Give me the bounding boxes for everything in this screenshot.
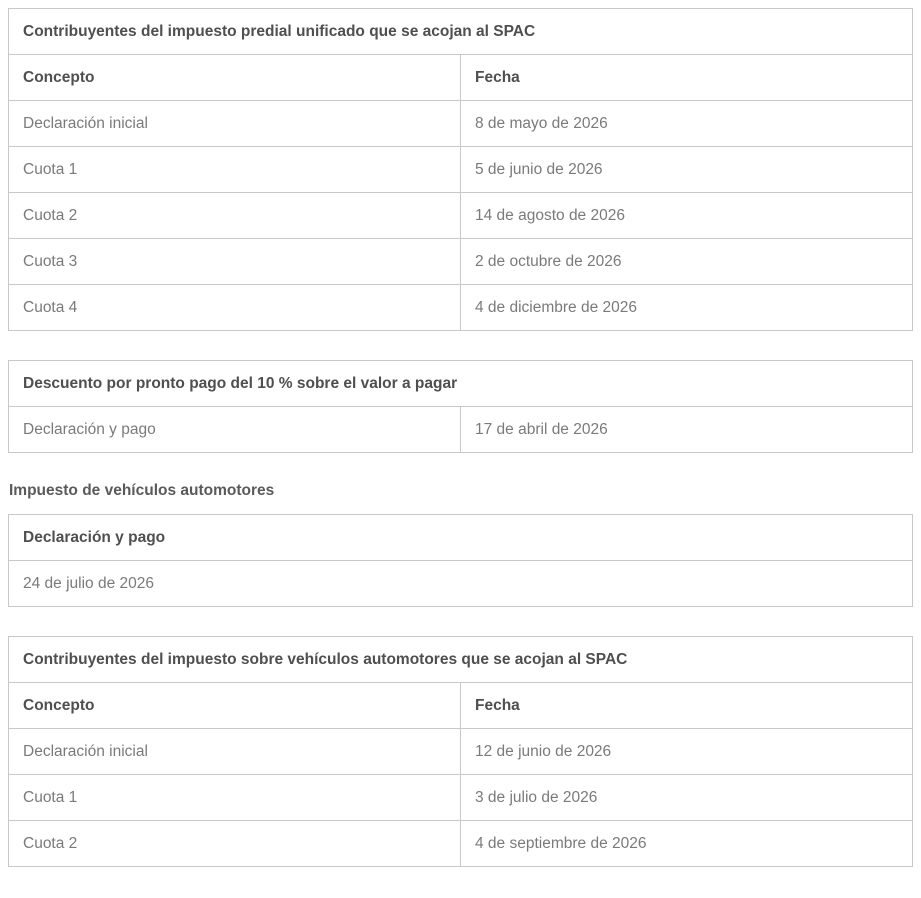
table-predial-spac [8,8,913,331]
table-block-vehiculos-declaracion-pago [8,514,913,607]
table-header-row [9,55,913,101]
table-title-row [9,637,913,683]
table-block-predial-spac [8,8,913,331]
cell-concepto: Declaración inicial [9,729,461,775]
table-header-row [9,683,913,729]
table-row [9,775,913,821]
cell-fecha: 3 de julio de 2026 [461,775,913,821]
cell-concepto: Cuota 2 [9,821,461,867]
table-title: Contribuyentes del impuesto predial unificado que se acojan al SPAC [9,9,913,55]
table-row [9,193,913,239]
table-row [9,821,913,867]
table-title-row [9,515,913,561]
cell-fecha: 2 de octubre de 2026 [461,239,913,285]
cell-concepto: Cuota 2 [9,193,461,239]
table-row [9,285,913,331]
table-vehiculos-spac [8,636,913,867]
cell-concepto: Cuota 3 [9,239,461,285]
table-vehiculos-declaracion-pago [8,514,913,607]
cell-fecha: 17 de abril de 2026 [461,407,913,453]
column-header-fecha: Fecha [461,55,913,101]
table-block-vehiculos-spac [8,636,913,867]
table-row [9,729,913,775]
cell-concepto: Cuota 1 [9,147,461,193]
table-title-row [9,361,913,407]
section-heading-vehiculos: Impuesto de vehículos automotores [9,482,275,499]
table-row [9,561,913,607]
table-title: Descuento por pronto pago del 10 % sobre el valor a pagar [9,361,913,407]
table-title-row [9,9,913,55]
table-row [9,407,913,453]
cell-fecha: 12 de junio de 2026 [461,729,913,775]
table-row [9,239,913,285]
column-header-concepto: Concepto [9,55,461,101]
cell-concepto: Cuota 1 [9,775,461,821]
cell-fecha: 5 de junio de 2026 [461,147,913,193]
cell-concepto: Declaración y pago [9,407,461,453]
cell-fecha: 8 de mayo de 2026 [461,101,913,147]
table-row [9,147,913,193]
table-row [9,101,913,147]
cell-fecha: 24 de julio de 2026 [9,561,913,607]
cell-concepto: Declaración inicial [9,101,461,147]
column-header-concepto: Concepto [9,683,461,729]
table-descuento-pronto-pago [8,360,913,453]
column-header-fecha: Fecha [461,683,913,729]
cell-fecha: 14 de agosto de 2026 [461,193,913,239]
cell-fecha: 4 de septiembre de 2026 [461,821,913,867]
table-title: Contribuyentes del impuesto sobre vehículos automotores que se acojan al SPAC [9,637,913,683]
table-block-descuento-pronto-pago [8,360,913,453]
cell-concepto: Cuota 4 [9,285,461,331]
cell-fecha: 4 de diciembre de 2026 [461,285,913,331]
table-title: Declaración y pago [9,515,913,561]
